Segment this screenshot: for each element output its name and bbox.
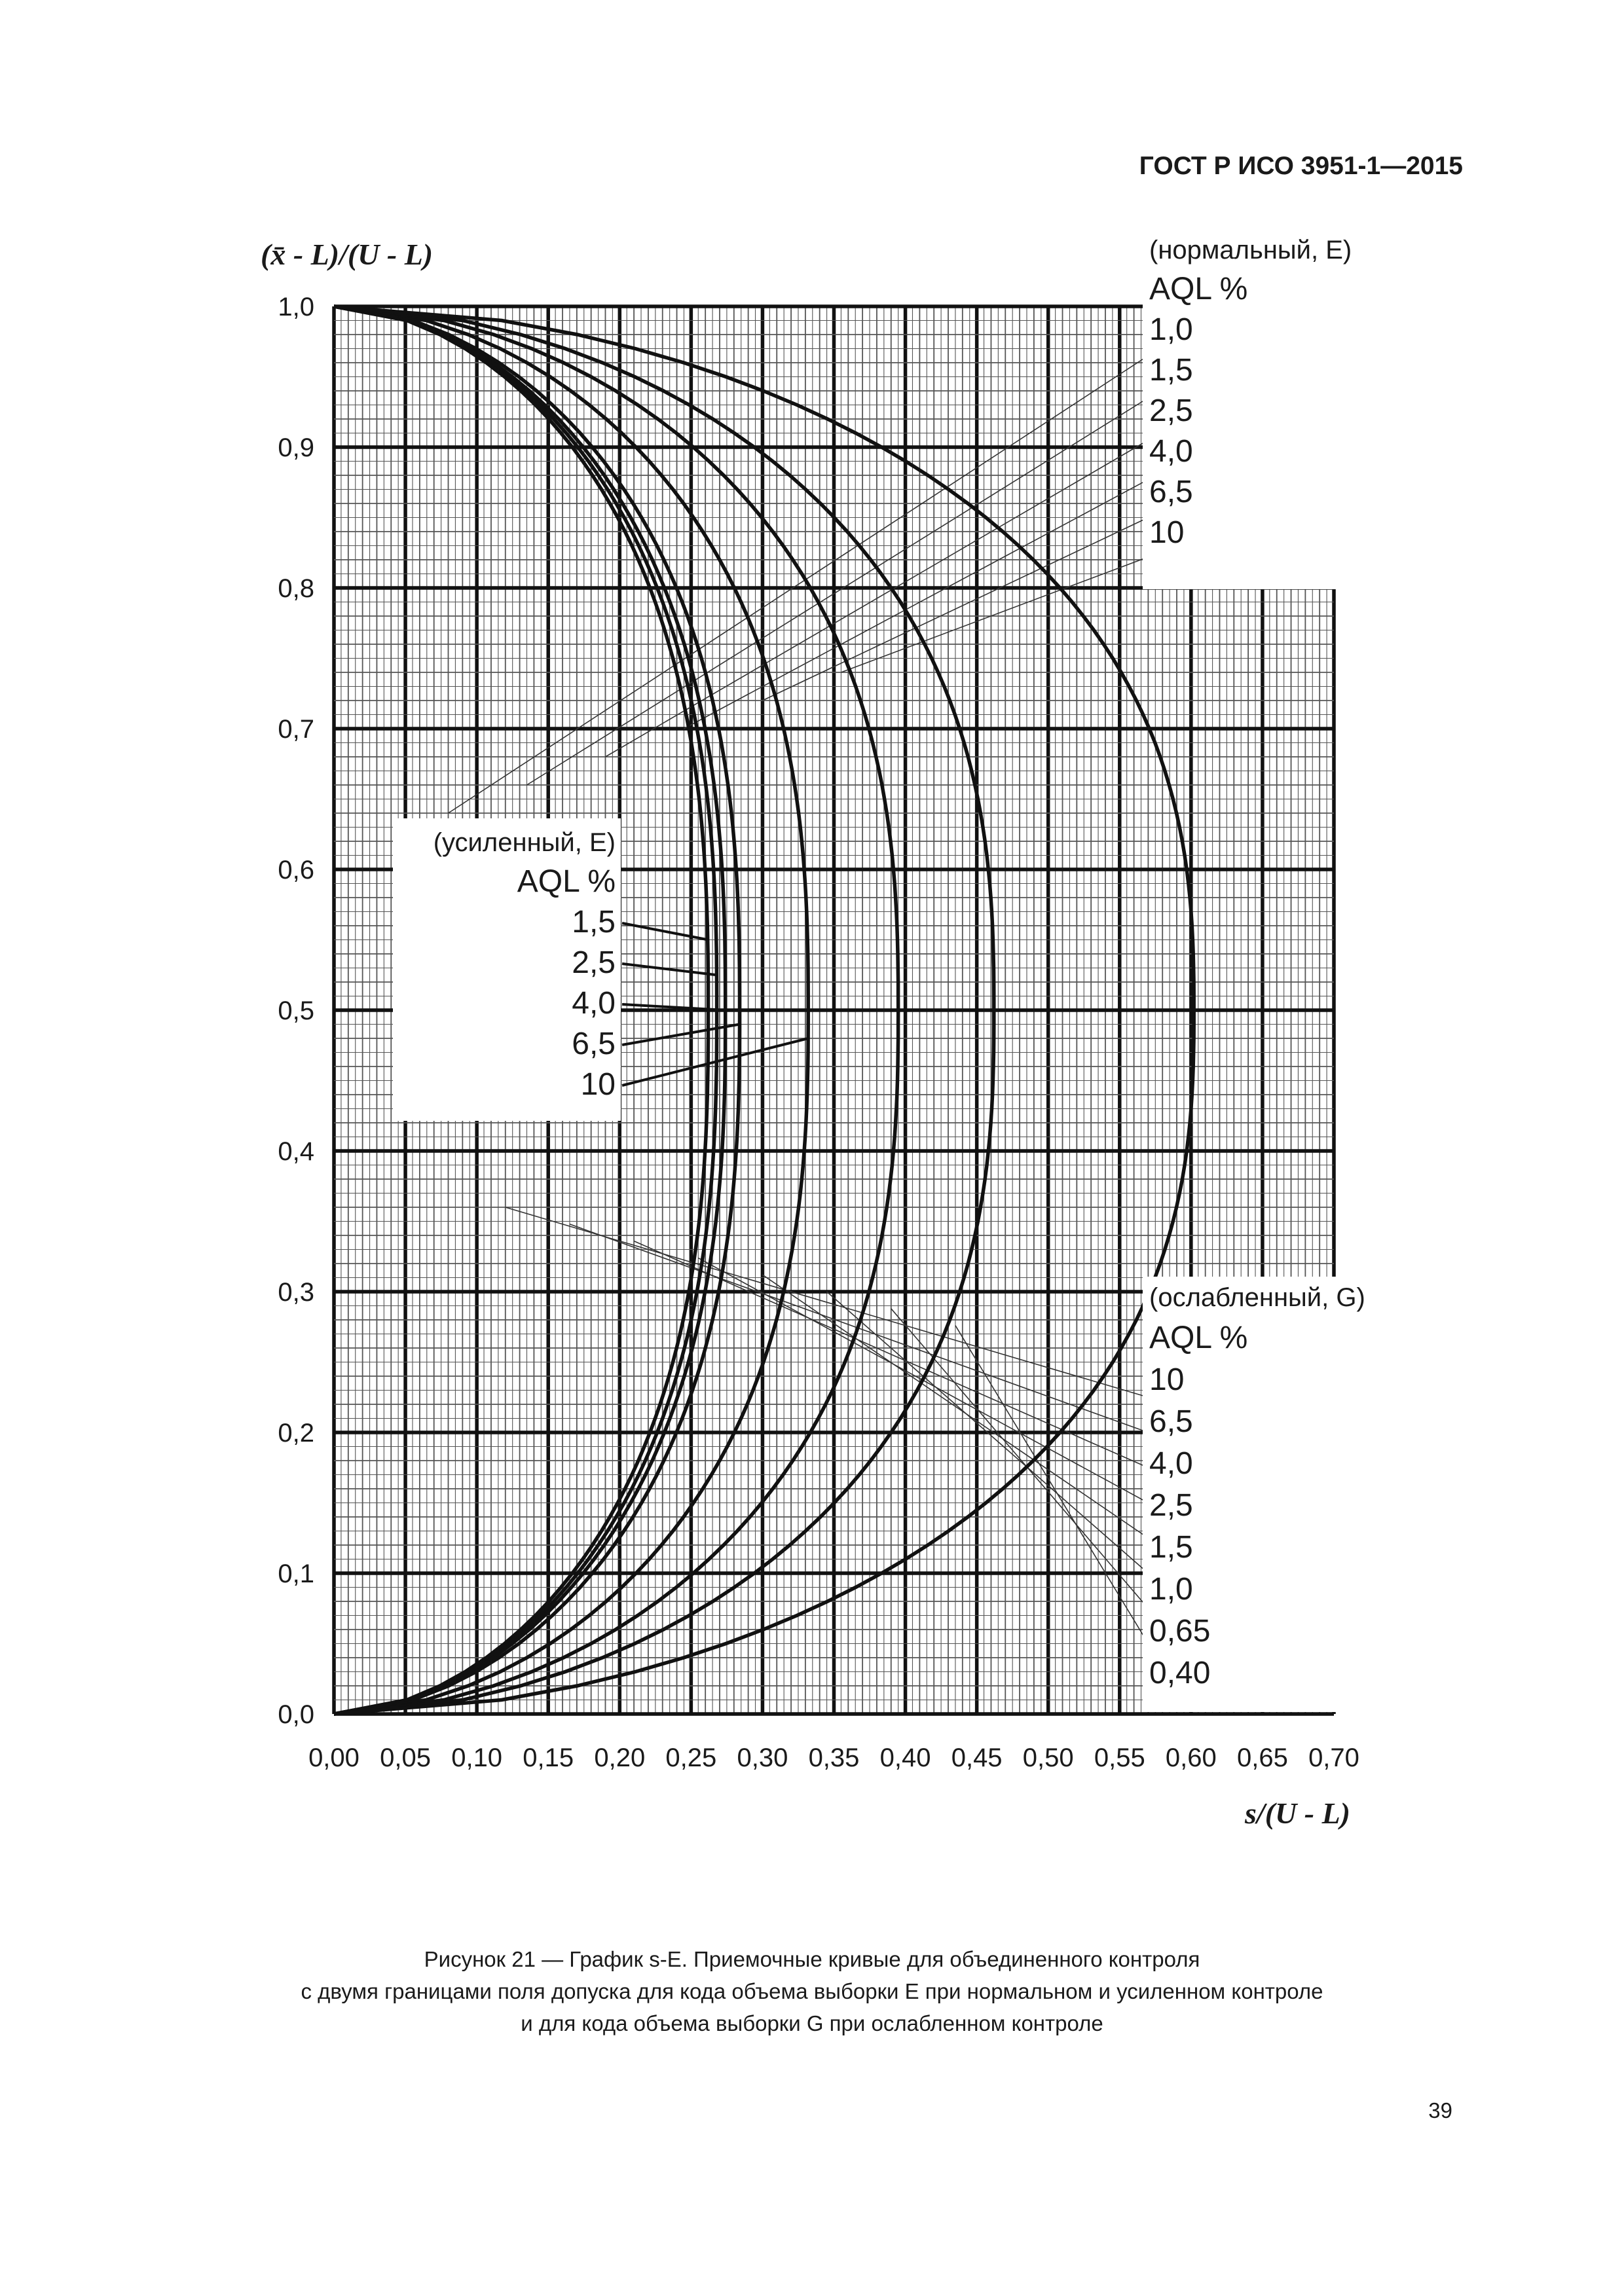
x-tick-label: 0,45 <box>951 1743 1003 1772</box>
x-tick-label: 0,20 <box>594 1743 646 1772</box>
y-tick-label: 0,6 <box>278 856 314 884</box>
legend-entry: 10 <box>1149 1362 1185 1397</box>
leader-line-upper <box>841 557 1148 672</box>
x-tick-label: 0,70 <box>1308 1743 1359 1772</box>
x-tick-label: 0,05 <box>380 1743 432 1772</box>
y-tick-label: 0,4 <box>278 1137 314 1166</box>
legend-entry: 1,5 <box>572 905 616 939</box>
x-tick-label: 0,35 <box>808 1743 860 1772</box>
figure-caption <box>0 1943 1624 2039</box>
x-tick-label: 0,60 <box>1165 1743 1217 1772</box>
legend-entry: 10 <box>1149 515 1185 550</box>
legend-title: (нормальный, E) <box>1149 236 1352 264</box>
leader-line-upper <box>684 479 1148 729</box>
x-tick-label: 0,25 <box>665 1743 717 1772</box>
y-tick-label: 0,9 <box>278 433 314 462</box>
legend-entry: 0,40 <box>1149 1656 1211 1690</box>
legend-entry: 2,5 <box>572 945 616 980</box>
x-tick-label: 0,30 <box>737 1743 788 1772</box>
y-tick-label: 0,2 <box>278 1419 314 1448</box>
caption-line-1: Рисунок 21 — График s-E. Приемочные кривые для объединенного контроля <box>424 1947 1200 1971</box>
legend-entry: 0,65 <box>1149 1614 1211 1649</box>
legend-entry: 1,0 <box>1149 1572 1193 1607</box>
y-axis-label: (x̄ - L)/(U - L) <box>261 238 434 271</box>
legend-entry: 2,5 <box>1149 1488 1193 1523</box>
legend-subtitle: AQL % <box>517 864 616 899</box>
caption-line-2: с двумя границами поля допуска для кода объема выборки E при нормальном и усиленном контроле <box>301 1979 1323 2003</box>
caption-line-3: и для кода объема выборки G при ослабленном контроле <box>521 2011 1103 2035</box>
x-tick-label: 0,40 <box>879 1743 931 1772</box>
y-tick-label: 0,8 <box>278 574 314 603</box>
legend-pointer <box>622 1025 740 1046</box>
x-tick-label: 0,50 <box>1022 1743 1074 1772</box>
legend-subtitle: AQL % <box>1149 272 1248 306</box>
y-tick-label: 0,0 <box>278 1700 314 1729</box>
y-tick-label: 1,0 <box>278 293 314 321</box>
x-tick-label: 0,55 <box>1094 1743 1145 1772</box>
x-tick-label: 0,15 <box>523 1743 574 1772</box>
x-axis-label: s/(U - L) <box>1245 1796 1350 1830</box>
legend-entry: 4,0 <box>1149 1446 1193 1481</box>
y-tick-label: 0,3 <box>278 1278 314 1307</box>
legend-title: (усиленный, E) <box>433 828 616 857</box>
legend-entry: 6,5 <box>1149 475 1193 509</box>
legend-entry: 1,5 <box>1149 353 1193 388</box>
page-number: 39 <box>1428 2098 1452 2123</box>
y-tick-label: 0,7 <box>278 715 314 744</box>
legend-entry: 10 <box>580 1067 616 1102</box>
legend-entry: 6,5 <box>572 1027 616 1061</box>
document-header: ГОСТ Р ИСО 3951-1—2015 <box>1139 152 1463 180</box>
legend-entry: 4,0 <box>572 986 616 1021</box>
x-tick-label: 0,10 <box>451 1743 503 1772</box>
legend-entry: 6,5 <box>1149 1404 1193 1439</box>
y-tick-label: 0,1 <box>278 1559 314 1588</box>
legend-entry: 4,0 <box>1149 434 1193 469</box>
legend-entry: 1,5 <box>1149 1530 1193 1565</box>
x-tick-label: 0,65 <box>1236 1743 1288 1772</box>
y-tick-label: 0,5 <box>278 996 314 1025</box>
legend-entry: 2,5 <box>1149 393 1193 428</box>
legend-title: (ослабленный, G) <box>1149 1283 1365 1312</box>
x-tick-label: 0,00 <box>308 1743 360 1772</box>
legend-entry: 1,0 <box>1149 312 1193 347</box>
legend-subtitle: AQL % <box>1149 1321 1248 1355</box>
